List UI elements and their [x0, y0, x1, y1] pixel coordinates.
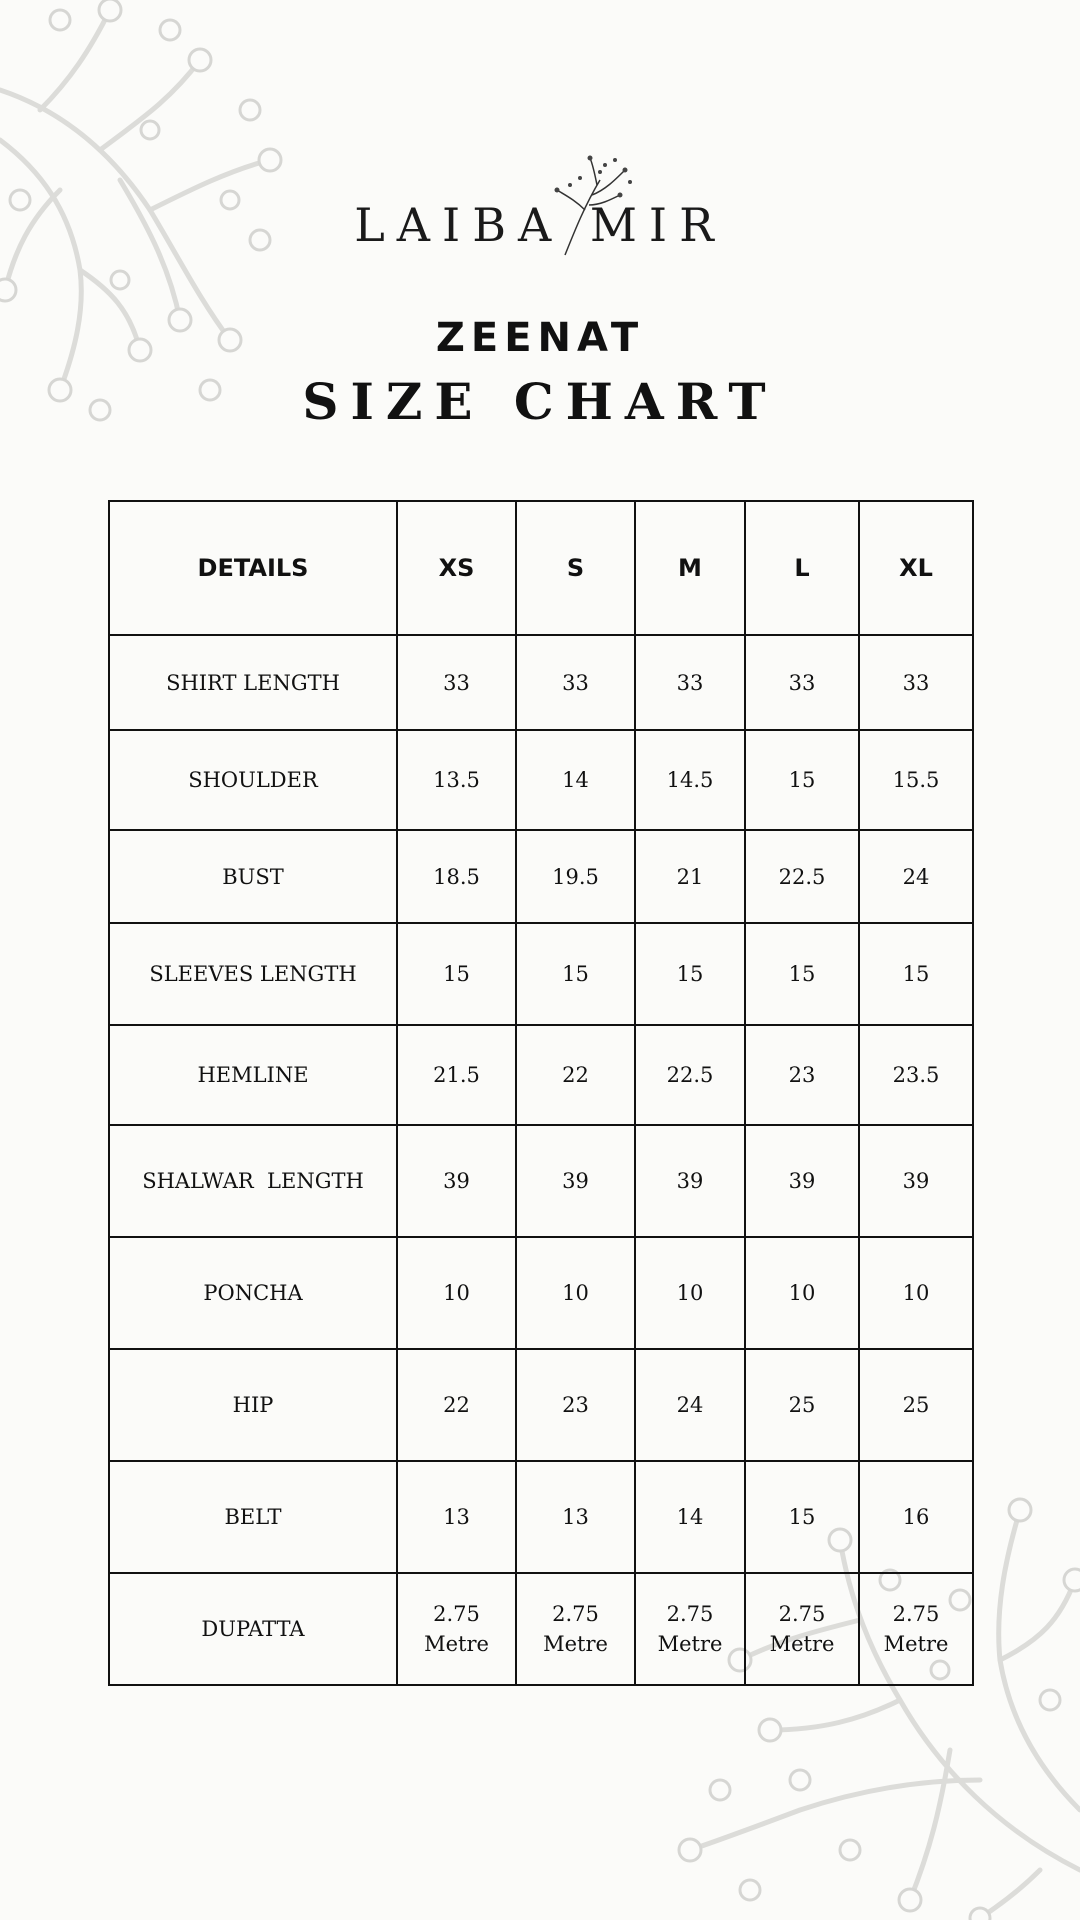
row-label: SHALWAR LENGTH	[109, 1125, 397, 1237]
header-xl: XL	[859, 501, 973, 635]
table-header-row	[109, 501, 973, 635]
table-row	[109, 830, 973, 923]
row-label: SHIRT LENGTH	[109, 635, 397, 730]
header-m: M	[635, 501, 745, 635]
table-cell: 15	[516, 923, 635, 1025]
table-cell: 33	[397, 635, 516, 730]
table-cell: 21	[635, 830, 745, 923]
table-row	[109, 1237, 973, 1349]
collection-name: ZEENAT	[435, 315, 645, 361]
table-cell: 10	[635, 1237, 745, 1349]
table-cell: 19.5	[516, 830, 635, 923]
header-details: DETAILS	[109, 501, 397, 635]
table-cell: 22	[397, 1349, 516, 1461]
row-label: PONCHA	[109, 1237, 397, 1349]
row-label: SHOULDER	[109, 730, 397, 830]
cell-unit: Metre	[657, 1632, 723, 1656]
table-cell: 24	[859, 830, 973, 923]
table-cell: 13.5	[397, 730, 516, 830]
table-cell: 15	[397, 923, 516, 1025]
table-cell: 39	[635, 1125, 745, 1237]
table-cell: 39	[859, 1125, 973, 1237]
row-label: HEMLINE	[109, 1025, 397, 1125]
table-cell: 15	[745, 923, 859, 1025]
table-cell: 33	[516, 635, 635, 730]
table-cell: 15.5	[859, 730, 973, 830]
table-cell: 25	[745, 1349, 859, 1461]
table-cell	[745, 1573, 859, 1685]
cell-unit: Metre	[769, 1632, 835, 1656]
table-cell: 24	[635, 1349, 745, 1461]
cell-unit: Metre	[883, 1632, 949, 1656]
table-cell: 10	[859, 1237, 973, 1349]
table-cell: 15	[635, 923, 745, 1025]
table-row	[109, 730, 973, 830]
row-label: BUST	[109, 830, 397, 923]
table-row	[109, 1025, 973, 1125]
table-cell: 23.5	[859, 1025, 973, 1125]
brand-logo	[0, 150, 1080, 260]
row-label: DUPATTA	[109, 1573, 397, 1685]
table-cell: 15	[859, 923, 973, 1025]
table-row	[109, 1349, 973, 1461]
table-cell: 18.5	[397, 830, 516, 923]
table-cell: 14	[516, 730, 635, 830]
table-cell: 23	[516, 1349, 635, 1461]
header-s: S	[516, 501, 635, 635]
table-cell: 23	[745, 1025, 859, 1125]
table-cell: 22.5	[635, 1025, 745, 1125]
table-cell: 10	[516, 1237, 635, 1349]
row-label: HIP	[109, 1349, 397, 1461]
table-cell: 33	[635, 635, 745, 730]
table-cell: 10	[745, 1237, 859, 1349]
page-title: SIZE CHART	[302, 372, 778, 431]
table-row	[109, 1125, 973, 1237]
header-xs: XS	[397, 501, 516, 635]
table-cell: 15	[745, 730, 859, 830]
table-cell: 21.5	[397, 1025, 516, 1125]
row-label: BELT	[109, 1461, 397, 1573]
table-cell: 15	[745, 1461, 859, 1573]
cell-unit: Metre	[543, 1632, 608, 1656]
table-cell: 16	[859, 1461, 973, 1573]
table-row	[109, 923, 973, 1025]
table-cell	[859, 1573, 973, 1685]
table-cell	[516, 1573, 635, 1685]
cell-value: 2.75	[433, 1602, 480, 1626]
table-cell: 39	[745, 1125, 859, 1237]
table-cell: 10	[397, 1237, 516, 1349]
cell-value: 2.75	[778, 1602, 826, 1626]
table-cell: 39	[516, 1125, 635, 1237]
table-cell: 33	[745, 635, 859, 730]
table-cell: 14.5	[635, 730, 745, 830]
table-cell: 39	[397, 1125, 516, 1237]
table-cell: 13	[397, 1461, 516, 1573]
row-label: SLEEVES LENGTH	[109, 923, 397, 1025]
table-cell	[635, 1573, 745, 1685]
table-cell: 14	[635, 1461, 745, 1573]
cell-value: 2.75	[666, 1602, 714, 1626]
cell-value: 2.75	[892, 1602, 940, 1626]
table-cell: 33	[859, 635, 973, 730]
table-cell	[397, 1573, 516, 1685]
size-chart-table	[108, 500, 974, 1686]
table-row	[109, 1573, 973, 1685]
table-row	[109, 635, 973, 730]
brand-name: LAIBA MIR	[354, 198, 726, 252]
table-cell: 22	[516, 1025, 635, 1125]
header-l: L	[745, 501, 859, 635]
table-cell: 13	[516, 1461, 635, 1573]
table-row	[109, 1461, 973, 1573]
table-cell: 25	[859, 1349, 973, 1461]
table-cell: 22.5	[745, 830, 859, 923]
cell-unit: Metre	[424, 1632, 489, 1656]
cell-value: 2.75	[552, 1602, 599, 1626]
